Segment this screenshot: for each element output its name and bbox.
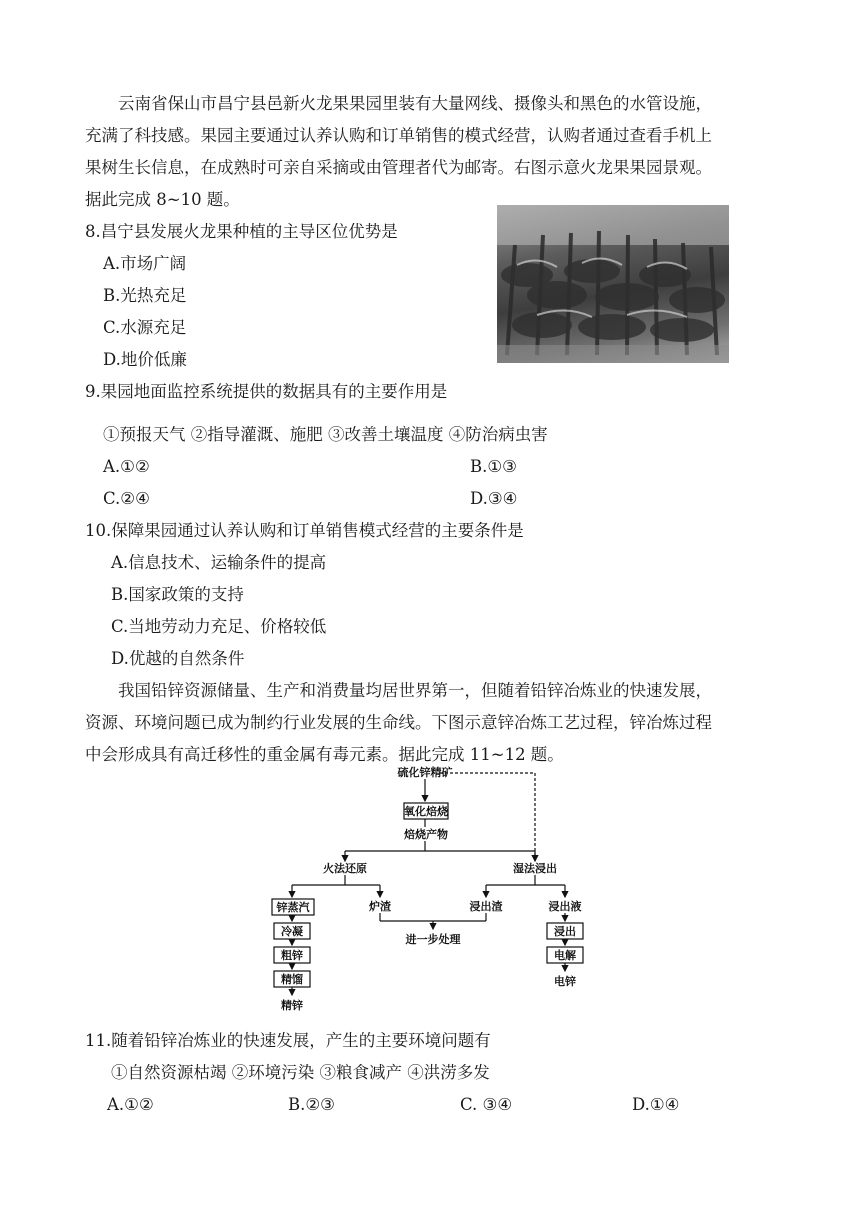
question-9-option-c: C.②④: [103, 489, 150, 508]
question-8-option-a: A.市场广阔: [103, 254, 187, 273]
passage2-line1: 我国铅锌资源储量、生产和消费量均居世界第一，但随着铅锌冶炼业的快速发展，: [118, 681, 712, 700]
question-10-option-d: D.优越的自然条件: [111, 649, 245, 668]
flow-further-treatment: 进一步处理: [405, 933, 461, 946]
question-11-option-a: A.①②: [107, 1095, 154, 1114]
passage2-line2: 资源、环境问题已成为制约行业发展的生命线。下图示意锌冶炼工艺过程，锌冶炼过程: [85, 713, 712, 732]
question-11-option-b: B.②③: [288, 1095, 335, 1114]
flow-leach-liquid: 浸出液: [548, 900, 582, 913]
question-11-items: ①自然资源枯竭 ②环境污染 ③粮食减产 ④洪涝多发: [111, 1063, 490, 1082]
passage1-line4: 据此完成 8~10 题。: [85, 190, 240, 209]
passage2-line3: 中会形成具有高迁移性的重金属有毒元素。据此完成 11~12 题。: [85, 745, 564, 764]
question-11-option-c: C. ③④: [460, 1095, 513, 1114]
passage1-line3: 果树生长信息，在成熟时可亲自采摘或由管理者代为邮寄。右图示意火龙果果园景观。: [85, 158, 712, 177]
question-8-option-d: D.地价低廉: [103, 350, 187, 369]
passage1-line1: 云南省保山市昌宁县邑新火龙果果园里装有大量网线、摄像头和黑色的水管设施，: [118, 94, 712, 113]
passage1-line2: 充满了科技感。果园主要通过认养认购和订单销售的模式经营，认购者通过查看手机上: [85, 126, 712, 145]
flow-crude-zinc: 粗锌: [281, 949, 303, 962]
flow-pyrometallurgical-reduction: 火法还原: [323, 862, 367, 875]
flow-zinc-sulfide-concentrate: 硫化锌精矿: [397, 766, 453, 779]
question-9-option-d: D.③④: [470, 489, 518, 508]
flow-condensation: 冷凝: [281, 925, 303, 938]
flow-roasted-product: 焙烧产物: [404, 828, 448, 841]
question-11-stem: 11.随着铅锌冶炼业的快速发展，产生的主要环境问题有: [85, 1031, 491, 1050]
question-8-option-b: B.光热充足: [103, 286, 187, 305]
question-10-stem: 10.保障果园通过认养认购和订单销售模式经营的主要条件是: [85, 521, 524, 540]
flow-refined-zinc: 精锌: [281, 999, 303, 1012]
flow-electrolytic-zinc: 电锌: [554, 975, 576, 988]
question-9-items: ①预报天气 ②指导灌溉、施肥 ③改善土壤温度 ④防治病虫害: [103, 425, 548, 444]
question-9-option-b: B.①③: [470, 457, 517, 476]
flow-furnace-slag: 炉渣: [369, 900, 391, 913]
question-9-option-a: A.①②: [103, 457, 150, 476]
zinc-smelting-flowchart: [250, 765, 600, 1015]
flow-oxidation-roasting: 氧化焙烧: [404, 805, 448, 818]
question-9-stem: 9.果园地面监控系统提供的数据具有的主要作用是: [85, 382, 448, 401]
flow-zinc-vapor: 锌蒸汽: [276, 901, 310, 914]
question-8-stem: 8.昌宁县发展火龙果种植的主导区位优势是: [85, 222, 398, 241]
flow-hydrometallurgical-leaching: 湿法浸出: [513, 862, 557, 875]
question-11-option-d: D.①④: [632, 1095, 680, 1114]
orchard-illustration: [497, 205, 729, 363]
question-10-option-c: C.当地劳动力充足、价格较低: [111, 617, 327, 636]
question-8-option-c: C.水源充足: [103, 318, 187, 337]
question-10-option-a: A.信息技术、运输条件的提高: [111, 553, 327, 572]
flow-rectification: 精馏: [281, 973, 303, 986]
question-10-option-b: B.国家政策的支持: [111, 585, 244, 604]
flow-leach-residue: 浸出渣: [469, 900, 503, 913]
dragon-fruit-orchard-photo: [497, 205, 729, 363]
flow-leaching: 浸出: [554, 925, 576, 938]
flow-electrolysis: 电解: [554, 949, 576, 962]
